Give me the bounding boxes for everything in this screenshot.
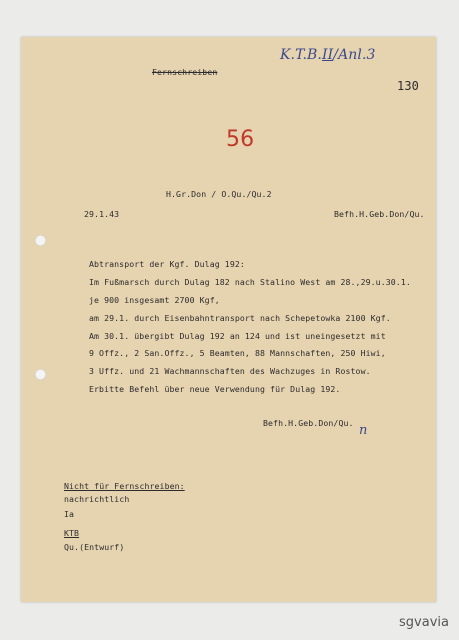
footer-line-3: KTB bbox=[64, 528, 80, 538]
body-line-1: Abtransport der Kgf. Dulag 192: bbox=[89, 259, 245, 269]
sender-line: H.Gr.Don / O.Qu./Qu.2 bbox=[166, 189, 272, 199]
date: 29.1.43 bbox=[84, 209, 120, 219]
body-line-8: Erbitte Befehl über neue Verwendung für Dulag 192. bbox=[89, 384, 341, 394]
body-line-3: je 900 insgesamt 2700 Kgf, bbox=[89, 295, 220, 305]
red-handwritten-number: 56 bbox=[226, 127, 255, 152]
body-line-7: 3 Uffz. und 21 Wachmannschaften des Wachzuges in Rostow. bbox=[89, 366, 371, 376]
body-line-6: 9 Offz., 2 San.Offz., 5 Beamten, 88 Mannschaften, 250 Hiwi, bbox=[89, 348, 386, 358]
punch-hole-bottom bbox=[35, 369, 46, 380]
signature-initial: n bbox=[359, 423, 368, 438]
footer-line-1: nachrichtlich bbox=[64, 494, 130, 504]
body-line-2: Im Fußmarsch durch Dulag 182 nach Stalino West am 28.,29.u.30.1. bbox=[89, 277, 411, 287]
body-line-5: Am 30.1. übergibt Dulag 192 an 124 und ist uneingesetzt mit bbox=[89, 331, 386, 341]
struck-heading: Fernschreiben bbox=[152, 67, 218, 77]
ktb-stamp: K.T.B.II/Anl.3 bbox=[280, 47, 376, 63]
footer-line-4: Qu.(Entwurf) bbox=[64, 542, 125, 552]
footer-line-2: Ia bbox=[64, 509, 75, 519]
watermark: sgvavia bbox=[399, 615, 449, 630]
page-number: 130 bbox=[397, 79, 419, 93]
body-line-4: am 29.1. durch Eisenbahntransport nach Schepetowka 2100 Kgf. bbox=[89, 313, 391, 323]
addressee: Befh.H.Geb.Don/Qu. bbox=[334, 209, 425, 219]
punch-hole-top bbox=[35, 235, 46, 246]
signature-text: Befh.H.Geb.Don/Qu. bbox=[263, 418, 354, 428]
document-page bbox=[21, 37, 436, 602]
footer-heading: Nicht für Fernschreiben: bbox=[64, 481, 185, 491]
